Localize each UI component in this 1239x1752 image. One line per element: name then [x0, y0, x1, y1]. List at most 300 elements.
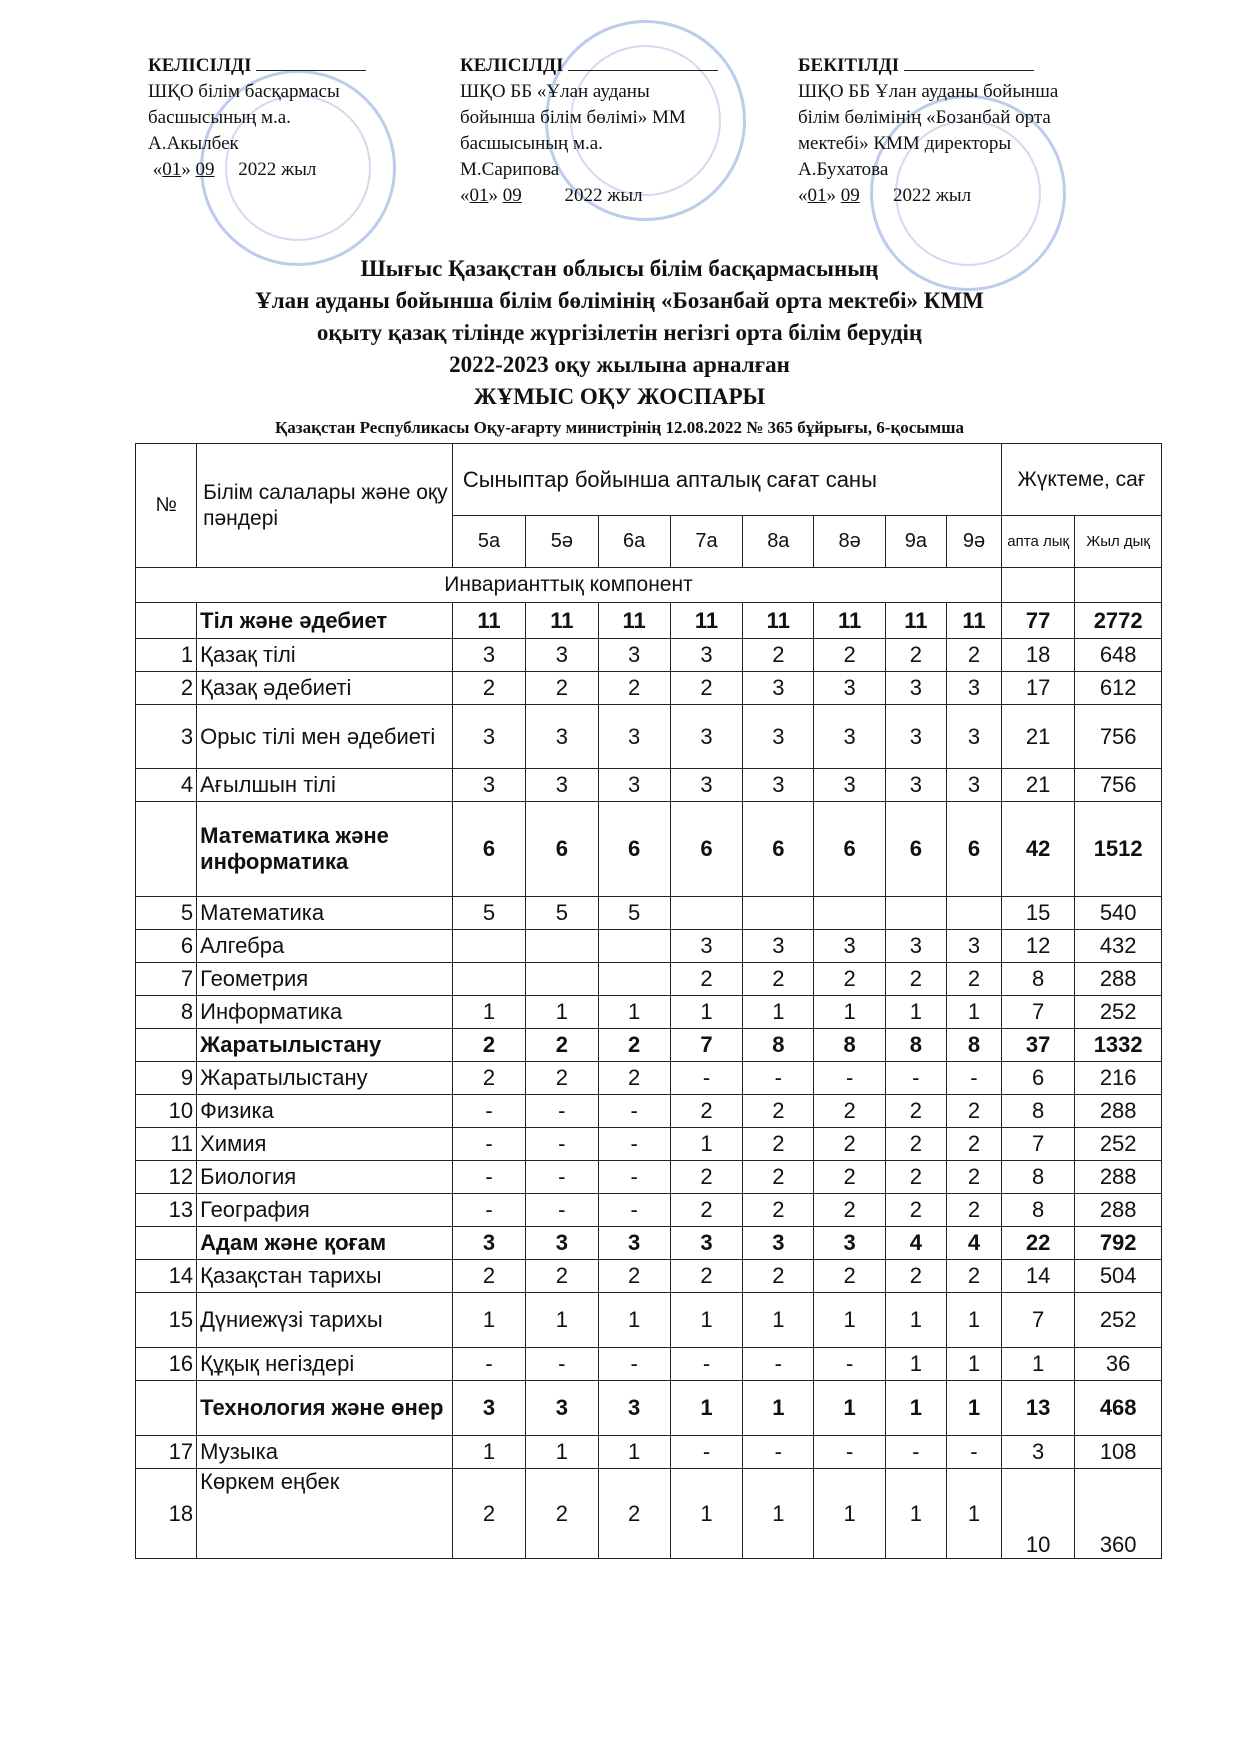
- row-number: 12: [136, 1161, 197, 1194]
- approval-block-3: [798, 52, 1058, 209]
- class-hours-cell: 3: [452, 769, 525, 802]
- header-class: 9а: [885, 516, 946, 568]
- class-hours-cell: 1: [598, 1293, 670, 1348]
- subject-name: Физика: [197, 1095, 453, 1128]
- class-hours-cell: 3: [526, 1381, 598, 1436]
- class-hours-cell: 11: [946, 603, 1001, 639]
- table-row: [136, 639, 1162, 672]
- class-hours-cell: 1: [743, 996, 814, 1029]
- class-hours-cell: 2: [814, 1095, 885, 1128]
- class-hours-cell: 3: [452, 705, 525, 769]
- class-hours-cell: 2: [526, 672, 598, 705]
- subject-name: Қазақстан тарихы: [197, 1260, 453, 1293]
- class-hours-cell: 1: [885, 1381, 946, 1436]
- class-hours-cell: 2: [885, 1194, 946, 1227]
- header-class: 5ә: [526, 516, 598, 568]
- row-number: 14: [136, 1260, 197, 1293]
- row-number: 5: [136, 897, 197, 930]
- weekly-total: 8: [1002, 1194, 1075, 1227]
- row-number: 3: [136, 705, 197, 769]
- class-hours-cell: 3: [452, 639, 525, 672]
- table-row: [136, 1293, 1162, 1348]
- class-hours-cell: 2: [885, 963, 946, 996]
- subject-name: Информатика: [197, 996, 453, 1029]
- class-hours-cell: 3: [946, 769, 1001, 802]
- yearly-total: 108: [1075, 1436, 1162, 1469]
- row-number: 1: [136, 639, 197, 672]
- header-load: Жүктеме, сағ: [1002, 444, 1162, 516]
- class-hours-cell: 2: [743, 639, 814, 672]
- class-hours-cell: 3: [743, 930, 814, 963]
- header-subject: Білім салалары және оқу пәндері: [197, 444, 453, 568]
- class-hours-cell: 3: [743, 672, 814, 705]
- header-class: 6а: [598, 516, 670, 568]
- subject-name: Жаратылыстану: [197, 1062, 453, 1095]
- document-title-line: Шығыс Қазақстан облысы білім басқармасының: [360, 256, 879, 281]
- group-name: Адам және қоғам: [197, 1227, 453, 1260]
- class-hours-cell: 8: [743, 1029, 814, 1062]
- subject-name: Құқық негіздері: [197, 1348, 453, 1381]
- weekly-total: 17: [1002, 672, 1075, 705]
- approval-heading: БЕКІТІЛДІ: [798, 55, 900, 76]
- table-row: [136, 996, 1162, 1029]
- class-hours-cell: 3: [814, 672, 885, 705]
- class-hours-cell: 2: [526, 1029, 598, 1062]
- class-hours-cell: 5: [526, 897, 598, 930]
- document-title-line: 2022-2023 оқу жылына арналған: [449, 352, 790, 377]
- yearly-total: 756: [1075, 769, 1162, 802]
- class-hours-cell: 2: [946, 1260, 1001, 1293]
- table-group-row: [136, 802, 1162, 897]
- class-hours-cell: 2: [670, 1194, 742, 1227]
- section-label: Инварианттық компонент: [136, 568, 1002, 603]
- approval-line: ШҚО білім басқармасы: [148, 81, 340, 102]
- class-hours-cell: 2: [885, 1161, 946, 1194]
- table-row: [136, 1161, 1162, 1194]
- approval-date: «01» 09 2022 жыл: [798, 185, 972, 206]
- class-hours-cell: 8: [946, 1029, 1001, 1062]
- approval-line: мектебі» КММ директоры: [798, 133, 1012, 154]
- class-hours-cell: 2: [743, 1161, 814, 1194]
- weekly-total: 77: [1002, 603, 1075, 639]
- approval-block-1: [148, 52, 366, 183]
- class-hours-cell: 3: [670, 769, 742, 802]
- weekly-total: 3: [1002, 1436, 1075, 1469]
- class-hours-cell: 2: [743, 1128, 814, 1161]
- class-hours-cell: 3: [670, 1227, 742, 1260]
- row-number: 6: [136, 930, 197, 963]
- table-row: [136, 897, 1162, 930]
- class-hours-cell: [885, 897, 946, 930]
- class-hours-cell: -: [526, 1194, 598, 1227]
- table-row: [136, 1194, 1162, 1227]
- class-hours-cell: 6: [743, 802, 814, 897]
- class-hours-cell: 3: [743, 1227, 814, 1260]
- table-row: [136, 672, 1162, 705]
- yearly-total: 756: [1075, 705, 1162, 769]
- row-number: 4: [136, 769, 197, 802]
- class-hours-cell: 2: [670, 963, 742, 996]
- approval-line: А.Акылбек: [148, 133, 239, 154]
- yearly-total: 252: [1075, 1293, 1162, 1348]
- approval-heading: КЕЛІСІЛДІ: [148, 55, 252, 76]
- class-hours-cell: 6: [814, 802, 885, 897]
- class-hours-cell: 6: [452, 802, 525, 897]
- class-hours-cell: 1: [946, 1381, 1001, 1436]
- class-hours-cell: 6: [598, 802, 670, 897]
- approval-line: басшысының м.а.: [148, 107, 291, 128]
- class-hours-cell: 1: [526, 1436, 598, 1469]
- table-group-row: [136, 603, 1162, 639]
- subject-name: География: [197, 1194, 453, 1227]
- class-hours-cell: 2: [598, 1062, 670, 1095]
- subject-name: Көркем еңбек: [197, 1469, 453, 1559]
- class-hours-cell: 2: [814, 639, 885, 672]
- weekly-total: 37: [1002, 1029, 1075, 1062]
- yearly-total: 36: [1075, 1348, 1162, 1381]
- class-hours-cell: 2: [670, 1260, 742, 1293]
- class-hours-cell: [670, 897, 742, 930]
- class-hours-cell: 2: [885, 1128, 946, 1161]
- class-hours-cell: -: [946, 1062, 1001, 1095]
- class-hours-cell: 2: [452, 1029, 525, 1062]
- yearly-total: 648: [1075, 639, 1162, 672]
- class-hours-cell: 3: [743, 769, 814, 802]
- class-hours-cell: 2: [526, 1062, 598, 1095]
- table-row: [136, 1348, 1162, 1381]
- class-hours-cell: 3: [946, 930, 1001, 963]
- approval-line: басшысының м.а.: [460, 133, 603, 154]
- class-hours-cell: 1: [743, 1293, 814, 1348]
- class-hours-cell: 3: [526, 769, 598, 802]
- approval-line: ШҚО ББ Ұлан ауданы бойынша: [798, 81, 1059, 102]
- class-hours-cell: 1: [526, 996, 598, 1029]
- approval-line: М.Сарипова: [460, 159, 560, 180]
- approval-line: ШҚО ББ «Ұлан ауданы: [460, 81, 650, 102]
- class-hours-cell: -: [743, 1436, 814, 1469]
- class-hours-cell: 3: [598, 705, 670, 769]
- class-hours-cell: 3: [670, 705, 742, 769]
- header-class: 7а: [670, 516, 742, 568]
- row-number: 15: [136, 1293, 197, 1348]
- subject-name: Ағылшын тілі: [197, 769, 453, 802]
- class-hours-cell: 3: [885, 769, 946, 802]
- class-hours-cell: 11: [598, 603, 670, 639]
- class-hours-cell: 1: [946, 1469, 1001, 1559]
- weekly-total: 8: [1002, 1095, 1075, 1128]
- class-hours-cell: 2: [814, 1128, 885, 1161]
- class-hours-cell: 3: [670, 639, 742, 672]
- subject-name: Қазақ әдебиеті: [197, 672, 453, 705]
- class-hours-cell: -: [598, 1128, 670, 1161]
- class-hours-cell: -: [452, 1348, 525, 1381]
- class-hours-cell: 3: [885, 930, 946, 963]
- class-hours-cell: 3: [526, 705, 598, 769]
- class-hours-cell: 2: [452, 672, 525, 705]
- class-hours-cell: 1: [946, 1348, 1001, 1381]
- row-number: [136, 1029, 197, 1062]
- class-hours-cell: -: [452, 1095, 525, 1128]
- header-num: №: [136, 444, 197, 568]
- class-hours-cell: 1: [743, 1381, 814, 1436]
- class-hours-cell: 7: [670, 1029, 742, 1062]
- class-hours-cell: 2: [743, 1260, 814, 1293]
- weekly-total: 10: [1002, 1469, 1075, 1559]
- class-hours-cell: 6: [670, 802, 742, 897]
- class-hours-cell: 3: [946, 705, 1001, 769]
- yearly-total: 252: [1075, 996, 1162, 1029]
- group-name: Математика және информатика: [197, 802, 453, 897]
- group-name: Технология және өнер: [197, 1381, 453, 1436]
- class-hours-cell: [452, 930, 525, 963]
- header-weekly-by-class: Сыныптар бойынша апталық сағат саны: [452, 444, 1001, 516]
- table-row: [136, 930, 1162, 963]
- yearly-total: 792: [1075, 1227, 1162, 1260]
- class-hours-cell: 3: [598, 1227, 670, 1260]
- table-row: [136, 1436, 1162, 1469]
- table-group-row: [136, 1227, 1162, 1260]
- class-hours-cell: 2: [743, 1194, 814, 1227]
- class-hours-cell: 1: [885, 1348, 946, 1381]
- class-hours-cell: -: [743, 1348, 814, 1381]
- yearly-total: 2772: [1075, 603, 1162, 639]
- weekly-total: 14: [1002, 1260, 1075, 1293]
- yearly-total: 288: [1075, 963, 1162, 996]
- class-hours-cell: 2: [885, 1095, 946, 1128]
- table-row: [136, 963, 1162, 996]
- class-hours-cell: 3: [452, 1381, 525, 1436]
- class-hours-cell: 2: [598, 672, 670, 705]
- class-hours-cell: -: [670, 1436, 742, 1469]
- subject-name: Математика: [197, 897, 453, 930]
- class-hours-cell: 2: [885, 1260, 946, 1293]
- class-hours-cell: 5: [598, 897, 670, 930]
- class-hours-cell: 3: [670, 930, 742, 963]
- weekly-total: 7: [1002, 996, 1075, 1029]
- class-hours-cell: [526, 963, 598, 996]
- weekly-total: 22: [1002, 1227, 1075, 1260]
- class-hours-cell: 11: [526, 603, 598, 639]
- subject-name: Алгебра: [197, 930, 453, 963]
- curriculum-table: [135, 443, 1162, 1559]
- yearly-total: 540: [1075, 897, 1162, 930]
- class-hours-cell: 2: [946, 1161, 1001, 1194]
- class-hours-cell: 11: [452, 603, 525, 639]
- class-hours-cell: 2: [814, 1161, 885, 1194]
- class-hours-cell: 1: [814, 1293, 885, 1348]
- class-hours-cell: -: [526, 1128, 598, 1161]
- class-hours-cell: 3: [885, 705, 946, 769]
- weekly-total: 13: [1002, 1381, 1075, 1436]
- class-hours-cell: 1: [598, 996, 670, 1029]
- class-hours-cell: 1: [885, 996, 946, 1029]
- class-hours-cell: [743, 897, 814, 930]
- class-hours-cell: -: [814, 1348, 885, 1381]
- row-number: 13: [136, 1194, 197, 1227]
- yearly-total: 216: [1075, 1062, 1162, 1095]
- class-hours-cell: 1: [526, 1293, 598, 1348]
- signature-line: [568, 52, 718, 71]
- document-title: ЖҰМЫС ОҚУ ЖОСПАРЫ: [473, 384, 766, 409]
- class-hours-cell: -: [452, 1194, 525, 1227]
- weekly-total: 7: [1002, 1293, 1075, 1348]
- table-group-row: [136, 1029, 1162, 1062]
- class-hours-cell: 2: [452, 1469, 525, 1559]
- class-hours-cell: 2: [946, 1128, 1001, 1161]
- header-class: 5а: [452, 516, 525, 568]
- class-hours-cell: 2: [946, 963, 1001, 996]
- table-row: [136, 705, 1162, 769]
- table-body: [136, 603, 1162, 1559]
- row-number: 16: [136, 1348, 197, 1381]
- row-number: 8: [136, 996, 197, 1029]
- weekly-total: 21: [1002, 705, 1075, 769]
- class-hours-cell: [598, 930, 670, 963]
- class-hours-cell: -: [598, 1095, 670, 1128]
- class-hours-cell: -: [814, 1436, 885, 1469]
- class-hours-cell: 2: [743, 963, 814, 996]
- class-hours-cell: 11: [743, 603, 814, 639]
- row-number: [136, 802, 197, 897]
- table-row: [136, 1469, 1162, 1559]
- class-hours-cell: -: [946, 1436, 1001, 1469]
- row-number: 2: [136, 672, 197, 705]
- class-hours-cell: 11: [885, 603, 946, 639]
- approval-line: бойынша білім бөлімі» ММ: [460, 107, 686, 128]
- class-hours-cell: 2: [670, 672, 742, 705]
- weekly-total: 42: [1002, 802, 1075, 897]
- table-header: [136, 444, 1162, 603]
- class-hours-cell: 1: [670, 1293, 742, 1348]
- class-hours-cell: 2: [452, 1062, 525, 1095]
- class-hours-cell: 2: [598, 1469, 670, 1559]
- weekly-total: 6: [1002, 1062, 1075, 1095]
- class-hours-cell: -: [452, 1128, 525, 1161]
- class-hours-cell: 3: [452, 1227, 525, 1260]
- class-hours-cell: 1: [814, 996, 885, 1029]
- approval-block-2: [460, 52, 718, 209]
- row-number: 7: [136, 963, 197, 996]
- yearly-total: 1332: [1075, 1029, 1162, 1062]
- subject-name: Музыка: [197, 1436, 453, 1469]
- class-hours-cell: 3: [946, 672, 1001, 705]
- row-number: [136, 603, 197, 639]
- class-hours-cell: -: [885, 1062, 946, 1095]
- class-hours-cell: 2: [598, 1260, 670, 1293]
- weekly-total: 15: [1002, 897, 1075, 930]
- class-hours-cell: 1: [814, 1469, 885, 1559]
- class-hours-cell: 2: [670, 1161, 742, 1194]
- class-hours-cell: 3: [598, 639, 670, 672]
- yearly-total: 432: [1075, 930, 1162, 963]
- class-hours-cell: -: [670, 1348, 742, 1381]
- class-hours-cell: 1: [946, 996, 1001, 1029]
- class-hours-cell: 1: [946, 1293, 1001, 1348]
- class-hours-cell: [946, 897, 1001, 930]
- weekly-total: 12: [1002, 930, 1075, 963]
- row-number: 17: [136, 1436, 197, 1469]
- class-hours-cell: -: [452, 1161, 525, 1194]
- class-hours-cell: 3: [526, 639, 598, 672]
- document-title-line: Ұлан ауданы бойынша білім бөлімінің «Бозанбай орта мектебі» КММ: [255, 288, 984, 313]
- class-hours-cell: 6: [946, 802, 1001, 897]
- class-hours-cell: 5: [452, 897, 525, 930]
- class-hours-cell: -: [598, 1194, 670, 1227]
- class-hours-cell: 2: [526, 1469, 598, 1559]
- class-hours-cell: -: [526, 1348, 598, 1381]
- class-hours-cell: -: [526, 1161, 598, 1194]
- table-row: [136, 1128, 1162, 1161]
- class-hours-cell: 2: [598, 1029, 670, 1062]
- section-empty: [1075, 568, 1162, 603]
- class-hours-cell: 8: [814, 1029, 885, 1062]
- signature-line: [904, 52, 1034, 71]
- class-hours-cell: 3: [526, 1227, 598, 1260]
- row-number: 11: [136, 1128, 197, 1161]
- class-hours-cell: -: [743, 1062, 814, 1095]
- class-hours-cell: [814, 897, 885, 930]
- class-hours-cell: 2: [814, 1194, 885, 1227]
- weekly-total: 8: [1002, 1161, 1075, 1194]
- approval-date: «01» 09 2022 жыл: [460, 185, 643, 206]
- weekly-total: 8: [1002, 963, 1075, 996]
- yearly-total: 288: [1075, 1194, 1162, 1227]
- table-row: [136, 769, 1162, 802]
- yearly-total: 252: [1075, 1128, 1162, 1161]
- class-hours-cell: 6: [526, 802, 598, 897]
- table-row: [136, 1062, 1162, 1095]
- class-hours-cell: 11: [670, 603, 742, 639]
- class-hours-cell: 1: [670, 1381, 742, 1436]
- yearly-total: 288: [1075, 1161, 1162, 1194]
- subject-name: Қазақ тілі: [197, 639, 453, 672]
- row-number: 9: [136, 1062, 197, 1095]
- document-title-line: оқыту қазақ тілінде жүргізілетін негізгі орта білім берудің: [316, 320, 923, 345]
- approval-line: білім бөлімінің «Бозанбай орта: [798, 107, 1051, 128]
- class-hours-cell: [526, 930, 598, 963]
- class-hours-cell: 1: [885, 1293, 946, 1348]
- class-hours-cell: 2: [885, 639, 946, 672]
- yearly-total: 360: [1075, 1469, 1162, 1559]
- class-hours-cell: -: [670, 1062, 742, 1095]
- class-hours-cell: 6: [885, 802, 946, 897]
- class-hours-cell: 3: [743, 705, 814, 769]
- subject-name: Дүниежүзі тарихы: [197, 1293, 453, 1348]
- subject-name: Геометрия: [197, 963, 453, 996]
- class-hours-cell: 4: [885, 1227, 946, 1260]
- class-hours-cell: -: [598, 1348, 670, 1381]
- class-hours-cell: 1: [885, 1469, 946, 1559]
- weekly-total: 1: [1002, 1348, 1075, 1381]
- class-hours-cell: 3: [598, 1381, 670, 1436]
- class-hours-cell: 2: [670, 1095, 742, 1128]
- section-empty: [1002, 568, 1075, 603]
- group-name: Тіл және әдебиет: [197, 603, 453, 639]
- class-hours-cell: 1: [814, 1381, 885, 1436]
- subject-name: Химия: [197, 1128, 453, 1161]
- class-hours-cell: 8: [885, 1029, 946, 1062]
- header-class: 8а: [743, 516, 814, 568]
- weekly-total: 18: [1002, 639, 1075, 672]
- class-hours-cell: 2: [946, 1194, 1001, 1227]
- row-number: 18: [136, 1469, 197, 1559]
- yearly-total: 468: [1075, 1381, 1162, 1436]
- class-hours-cell: 2: [743, 1095, 814, 1128]
- approval-heading: КЕЛІСІЛДІ: [460, 55, 564, 76]
- subject-name: Орыс тілі мен әдебиеті: [197, 705, 453, 769]
- class-hours-cell: 3: [814, 930, 885, 963]
- class-hours-cell: [598, 963, 670, 996]
